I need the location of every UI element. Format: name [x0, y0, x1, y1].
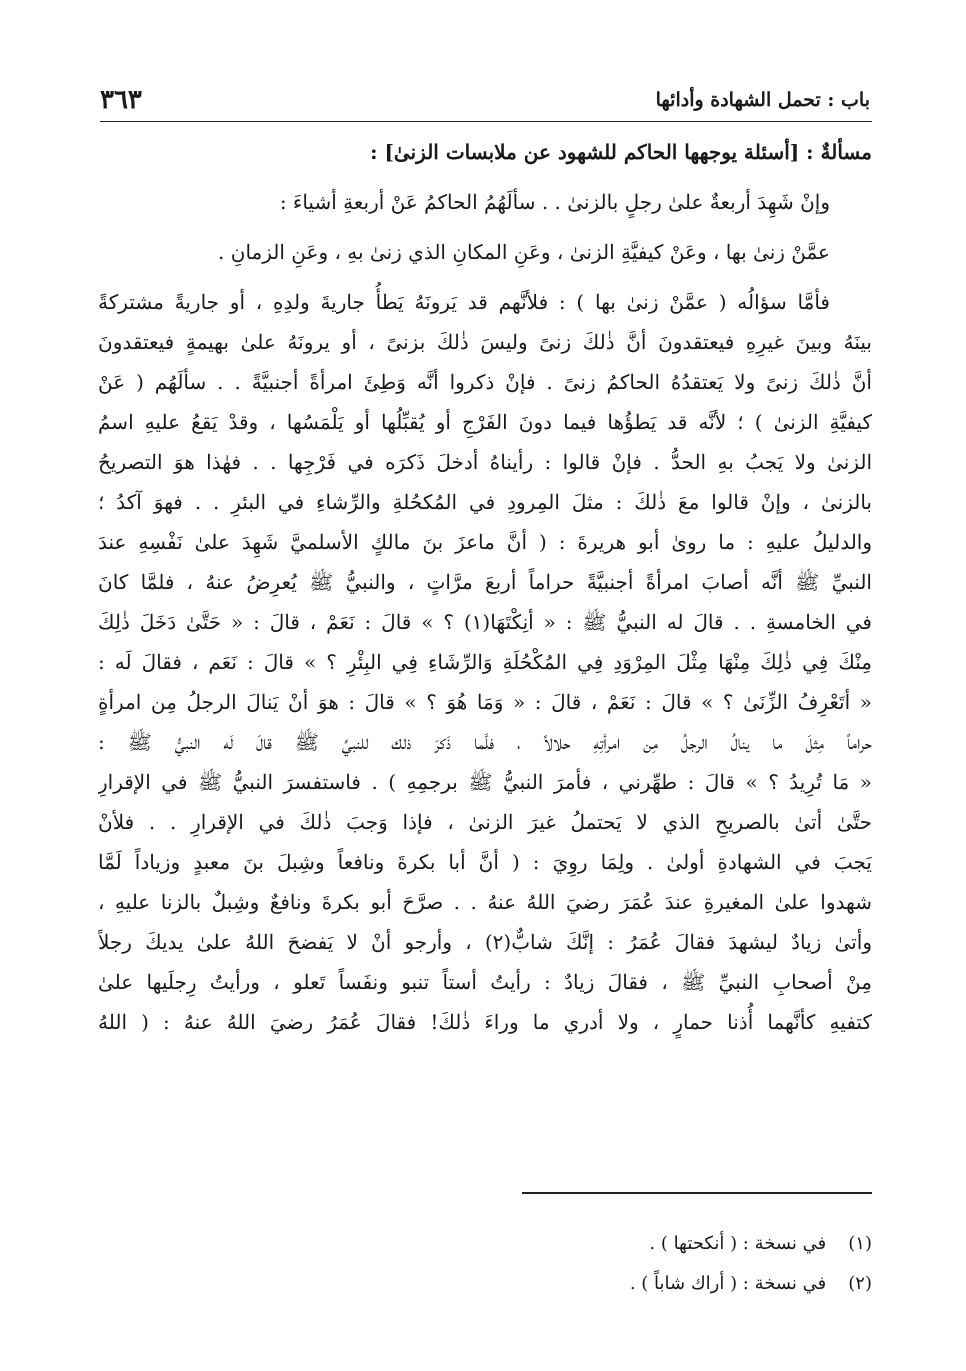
header-divider: [100, 121, 872, 122]
text-line: والدليلُ عليهِ : ما روىٰ أبو هريرةَ : ( أنَّ ماعزَ بنَ مالكٍ الأسلميَّ شَهِدَ علىٰ نَفْسِهِ عندَ: [98, 530, 872, 554]
text-line: النبيِّ ﷺ أنَّه أصابَ امرأةً أجنبيَّةً حراماً أربعَ مرَّاتٍ ، والنبيُّ ﷺ يُعرِضُ عنهُ ، فلمَّا كانَ: [98, 570, 872, 594]
footnote: [420, 1264, 872, 1304]
text-line: حراماً مِثلَ ما ينالُ الرجلُ مِن امرأتِهِ حلالاً ، فلَّما ذَكرَ ذلك للنبيِّ ﷺ قالَ لَه النبيُّ ﷺ :: [98, 730, 872, 754]
text-line: بالزنىٰ ، وإنْ قالوا معَ ذٰلكَ : مثلَ المِرودِ في المُكحُلةِ والرِّشاءِ في البئرِ . . فهوَ آكدُ ؛: [98, 490, 872, 514]
text-line: يَجبَ في الشهادةِ أولىٰ . ولِمَا روِيَ : ( أنَّ أبا بكرةَ ونافعاً وشِبلَ بنَ معبدٍ وزياداً لَمَّا: [98, 850, 872, 874]
text-line: أنَّ ذٰلكَ زنىً ولا يَعتقدُهُ الحاكمُ زنىً . فإنْ ذكروا أنَّه وَطِئَ امرأةً أجنبيَّةً . . سألَهُم ( عَنْ: [98, 370, 872, 394]
text-line: « مَا تُرِيدُ ؟ » قالَ : طهِّرني ، فأمرَ النبيُّ ﷺ برجمِهِ ) . فاستفسرَ النبيُّ ﷺ في الإقرارِ: [98, 770, 872, 794]
page-number: ٣٦٣: [100, 85, 142, 115]
text-line: فأمَّا سؤالُه ( عمَّنْ زنىٰ بها ) : فلأنَّهم قد يَرونَهُ يَطأُ جاريةَ ولدِهِ ، أو جاريةً مشتركةً: [98, 290, 830, 314]
text-line: وإنْ شَهِدَ أربعةٌ علىٰ رجلٍ بالزنىٰ . . سألَهُمُ الحاكمُ عَنْ أربعةِ أشياءَ :: [279, 190, 830, 214]
footnote-text: في نسخة : ( أنكحتها ) .: [649, 1233, 827, 1254]
text-line: حتَّىٰ أتىٰ بالصريحِ الذي لا يَحتملُ غيرَ الزنىٰ ، فإذا وَجبَ ذٰلكَ في الإقرارِ . . فلأنْ: [98, 810, 872, 834]
text-line: مِنْكَ فِي ذٰلِكَ مِنْهَا مِثْلَ المِرْوَدِ فِي المُكْحُلَةِ وَالرِّشَاءِ فِي البِئْرِ ؟ » قالَ : نَعَم ، فقالَ لَه :: [98, 650, 872, 674]
page-header: [100, 80, 870, 120]
text-line: في الخامسةِ . . قالَ له النبيُّ ﷺ : « أنِكْتَهَا(١) ؟ » قالَ : نَعَمْ ، قالَ : « حَتَّىٰ دَخَلَ ذٰلِكَ: [98, 610, 872, 634]
chapter-title: باب : تحمل الشهادة وأدائها: [655, 89, 870, 111]
text-line: « أتَعْرِفُ الزِّنَىٰ ؟ » قالَ : نَعَمْ ، قالَ : « وَمَا هُوَ ؟ » قالَ : هوَ أنْ يَنالَ الرجلُ مِن امرأةٍ: [98, 690, 872, 714]
text-line: الزنىٰ ولا يَجبُ بهِ الحدُّ . فإنْ قالوا : رأيناهُ أدخلَ ذَكرَه في فَرْجِها . . فهٰذا هوَ التصريحُ: [98, 450, 872, 474]
footnotes: [420, 1224, 872, 1304]
text-line: عمَّنْ زنىٰ بها ، وعَنْ كيفيَّةِ الزنىٰ ، وعَنِ المكانِ الذي زنىٰ بهِ ، وعَنِ الزمانِ .: [218, 240, 830, 264]
body-text: [98, 132, 872, 1042]
footnote-divider: [522, 1192, 872, 1194]
text-line: شهدوا علىٰ المغيرةِ عندَ عُمَرَ رضيَ اللهُ عنهُ . . صرَّحَ أبو بكرةَ ونافعٌ وشِبلٌ بالزنا عليهِ ،: [98, 890, 872, 914]
text-line: مِنْ أصحابِ النبيِّ ﷺ ، فقالَ زيادٌ : رأيتُ أستاً تنبو ونفَساً تَعلو ، ورأيتُ رِجلَيها علىٰ: [98, 970, 872, 994]
footnote-number: (٢): [848, 1273, 872, 1294]
text-line: وأتىٰ زيادٌ ليشهدَ فقالَ عُمَرُ : إنَّكَ شابٌّ(٢) ، وأرجو أنْ لا يَفضحَ اللهُ علىٰ يديكَ رجلاً: [98, 930, 872, 954]
footnote-number: (١): [848, 1233, 872, 1254]
footnote-text: في نسخة : ( أراك شاباً ) .: [629, 1273, 827, 1294]
text-line: بينَهُ وبينَ غيرِهِ فيعتقدونَ أنَّ ذٰلكَ زنىً وليسَ ذٰلكَ بزنىً ، أو يرونَهُ علىٰ بهيمةٍ فيعتقدونَ: [98, 330, 872, 354]
text-line: كيفيَّةِ الزنىٰ ) ؛ لأنَّه قد يَطؤُها فيما دونَ الفَرْجِ أو يُقبِّلُها أو يَلْمَسُها ، وقدْ يَقعُ عليهِ اسمُ: [98, 410, 872, 434]
text-line: مسألةٌ : [أسئلة يوجهها الحاكم للشهود عن ملابسات الزنىٰ] :: [370, 140, 872, 164]
text-line: كتفيهِ كأنَّهما أُذنا حمارٍ ، ولا أدري ما وراءَ ذٰلكَ! فقالَ عُمَرُ رضيَ اللهُ عنهُ : ( اللهُ: [98, 1010, 872, 1034]
footnote: [420, 1224, 872, 1264]
